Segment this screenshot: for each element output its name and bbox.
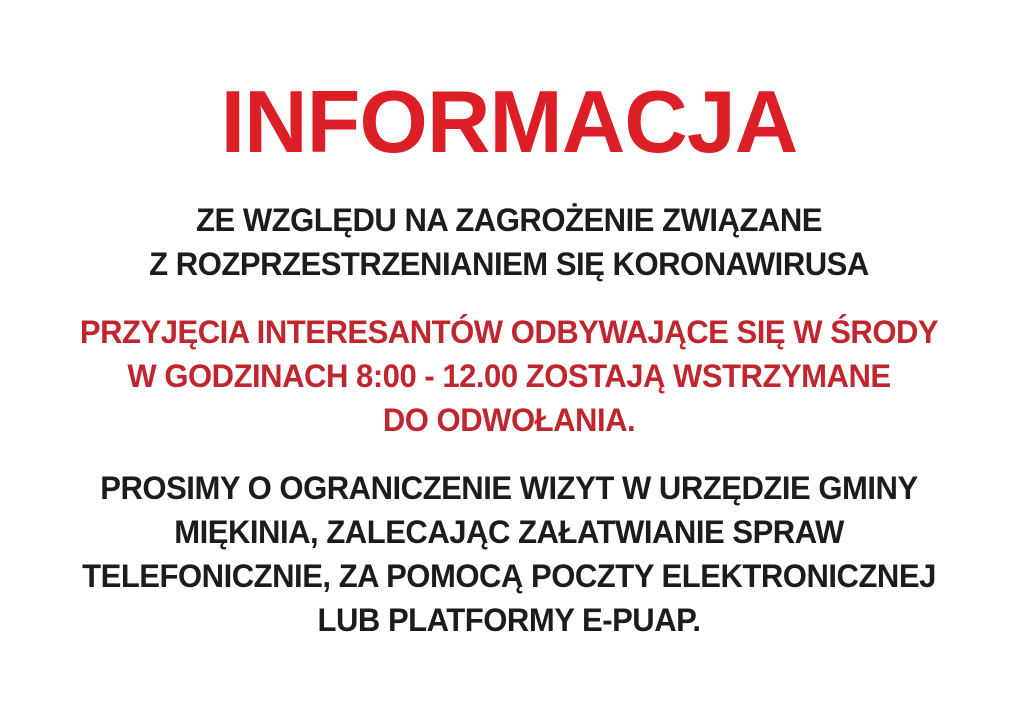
request-line-3: TELEFONICZNIE, ZA POMOCĄ POCZTY ELEKTRONICZNEJ bbox=[82, 558, 936, 594]
reason-line-2: Z ROZPRZESTRZENIANIEM SIĘ KORONAWIRUSA bbox=[149, 246, 869, 282]
paragraph-request bbox=[0, 466, 1018, 642]
request-line-1: PROSIMY O OGRANICZENIE WIZYT W URZĘDZIE GMINY bbox=[100, 470, 918, 506]
request-line-4: LUB PLATFORMY E-PUAP. bbox=[317, 602, 701, 638]
suspension-line-2: W GODZINACH 8:00 - 12.00 ZOSTAJĄ WSTRZYMANE bbox=[127, 358, 891, 394]
reason-line-1: ZE WZGLĘDU NA ZAGROŻENIE ZWIĄZANE bbox=[195, 202, 823, 238]
paragraph-reason bbox=[0, 198, 1018, 286]
notice-title: INFORMACJA bbox=[220, 72, 798, 171]
suspension-line-1: PRZYJĘCIA INTERESANTÓW ODBYWAJĄCE SIĘ W ŚRODY bbox=[79, 314, 939, 350]
paragraph-suspension bbox=[0, 310, 1018, 442]
request-line-2: MIĘKINIA, ZALECAJĄC ZAŁATWIANIE SPRAW bbox=[174, 514, 844, 550]
suspension-line-3: DO ODWOŁANIA. bbox=[382, 402, 636, 438]
